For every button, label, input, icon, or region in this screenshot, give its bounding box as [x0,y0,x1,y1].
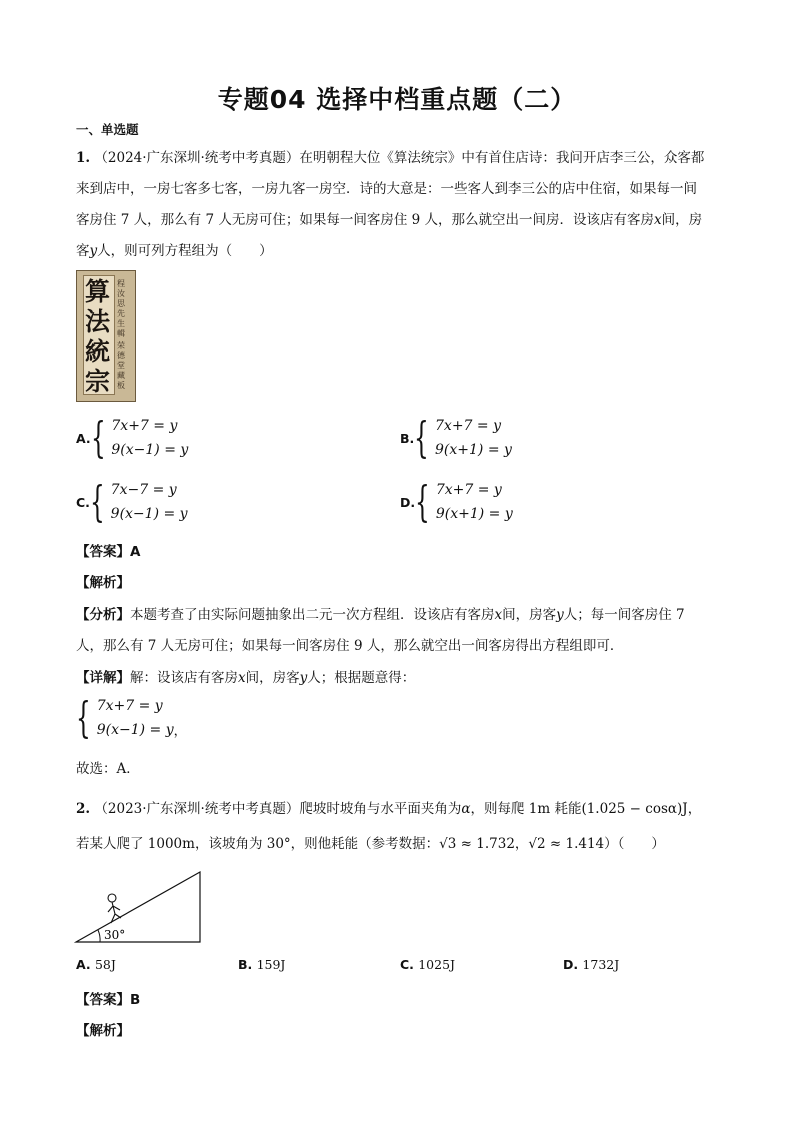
option-text: 58J [94,957,116,972]
suanfa-tongzong-book-image [76,270,136,402]
var-y: y [556,607,564,623]
equation: 7x+7 = y [435,418,501,434]
fenxi-text: 本题考查了由实际问题抽象出二元一次方程组．设该店有客房 [130,607,495,623]
q1-line3 [76,208,702,228]
equation: 7x+7 = y [111,418,178,434]
q2-line1 [76,797,701,817]
book-author-text: 程汝思先生輯 [117,279,125,338]
slope-triangle [76,872,200,942]
q1-fenxi-line2: 人，那么有 7 人无房可住；如果每一间客房住 9 人，那么就空出一间客房得出方程组即可． [76,638,624,654]
q1-solution-system [76,694,187,742]
equation: 9(x+1) = y [435,442,512,458]
q1-line4 [76,239,273,259]
alpha-symbol: α [461,801,471,817]
q2-number: 2. [76,801,91,817]
q1-line1 [76,146,704,166]
xiangjie-label: 【详解】 [76,670,130,686]
climber-icon [108,894,121,923]
q1-text-2: 来到店中，一房七客多七客，一房九客一房空．诗的大意是：一些客人到李三公的店中住宿，如果每一间 [76,181,697,197]
comma: ， [173,723,187,739]
answer-label: 【答案】 [76,544,130,560]
q1-source: （2024·广东深圳·统考中考真题） [94,150,300,166]
var-x: x [494,607,503,623]
brace-icon: { [415,477,430,526]
q2-answer [76,988,140,1008]
option-label: B. [238,957,253,972]
answer-label: 【答案】 [76,992,130,1008]
xiangjie-text: 人；根据题意得： [307,670,416,686]
q2-text: 若某人爬了 1000m，该坡角为 30°，则他耗能（参考数据： [76,836,440,852]
section-heading: 一、单选题 [76,122,139,137]
q1-option-d[interactable] [400,478,513,526]
q2-analysis-label: 【解析】 [76,1023,130,1039]
option-label: A. [76,430,91,446]
q2-source: （2023·广东深圳·统考中考真题） [94,801,300,817]
q1-number: 1. [76,150,91,166]
fenxi-label: 【分析】 [76,607,130,623]
q1-conclusion: 故选：A． [76,761,140,777]
q2-text: 爬坡时坡角与水平面夹角为 [299,801,462,817]
fenxi-text: 人；每一间客房住 7 [563,607,685,623]
option-label: A. [76,957,91,972]
q2-option-a[interactable] [76,957,116,973]
q1-option-a[interactable] [76,414,188,462]
q1-answer [76,540,140,560]
q2-text: ，则每爬 1m 耗能 [470,801,582,817]
equation: 9(x−1) = y [111,442,189,458]
var-x: x [654,212,662,228]
equation: 9(x−1) = y [110,506,188,522]
option-label: C. [76,494,90,510]
brace-icon: { [76,693,91,742]
q1-text-4b: 人，则可列方程组为（ ） [97,243,273,259]
brace-icon: { [414,413,429,462]
angle-label: 30° [104,928,126,942]
brace-icon: { [89,477,105,526]
equation: 9(x−1) = y [96,722,174,738]
angle-arc [98,930,100,942]
q2-text: ）（ ） [604,836,665,852]
book-title-text: 算法統宗 [85,277,111,396]
answer-value: B [130,992,141,1008]
var-y: y [89,243,98,259]
q1-analysis-label: 【解析】 [76,575,130,591]
q1-text-1: 在明朝程大位《算法统宗》中有首住店诗：我问开店李三公，众客都 [299,150,705,166]
page-title: 专题04 选择中档重点题（二） [217,85,577,114]
option-label: D. [400,494,416,510]
option-label: D. [563,957,579,972]
equation: 7x−7 = y [110,482,177,498]
brace-icon: { [90,413,106,462]
q1-xiangjie [76,666,415,686]
q2-text: ， [687,801,702,817]
q1-text-3b: 7 人，那么有 7 人无房可住；如果每一间客房住 9 人，那么就空出一间房．设该店有客房 [116,212,655,228]
q2-option-c[interactable] [400,957,455,973]
option-text: 159J [256,957,286,972]
equation: 9(x+1) = y [435,506,513,522]
book-publisher-text: 荣德堂藏板 [117,341,125,390]
var-y: y [299,670,308,686]
xiangjie-text: 间，房客 [245,670,300,686]
option-label: B. [400,430,415,446]
option-text: 1732J [582,957,620,972]
q2-option-d[interactable] [563,957,619,973]
reference-data: √3 ≈ 1.732，√2 ≈ 1.414 [439,836,605,852]
q1-fenxi-line1 [76,603,685,623]
q1-option-b[interactable] [400,414,512,462]
q1-text-4a: 客 [76,243,90,259]
option-label: C. [400,957,414,972]
option-text: 1025J [418,957,456,972]
q1-option-c[interactable] [76,478,188,526]
q1-text-3a: 客房住 [76,212,117,228]
equation: 7x+7 = y [96,698,163,714]
slope-diagram [74,868,204,946]
var-x: x [238,670,246,686]
equation: 7x+7 = y [435,482,502,498]
fenxi-text: 间，房客 [502,607,557,623]
answer-value: A [130,544,141,560]
energy-formula: (1.025 − cosα)J [581,801,688,817]
q1-text-3c: 间，房 [661,212,703,228]
xiangjie-text: 解：设该店有客房 [130,670,238,686]
q2-line2 [76,832,665,852]
q2-option-b[interactable] [238,957,285,973]
